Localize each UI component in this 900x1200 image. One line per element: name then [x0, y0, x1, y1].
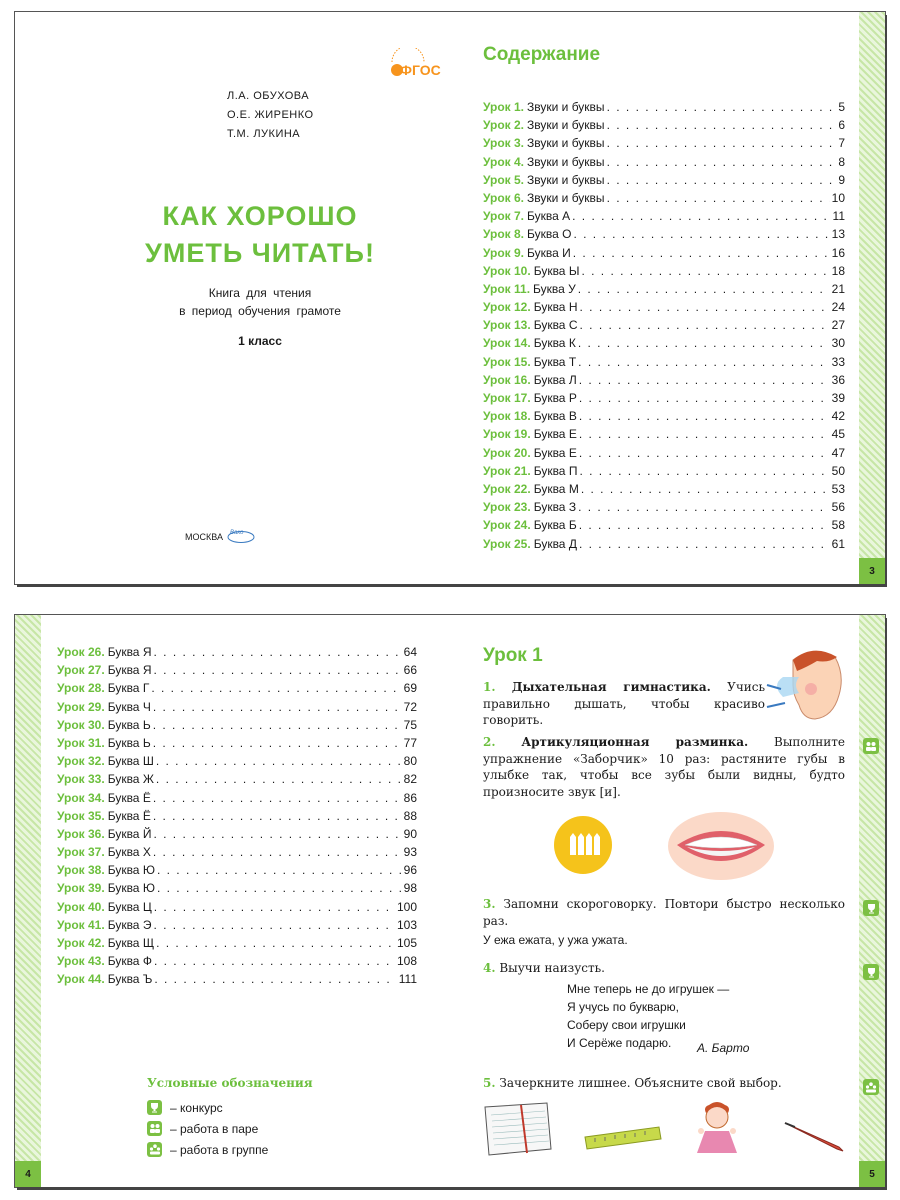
toc-leader-dots — [151, 679, 401, 697]
toc-lesson-label: Урок 11. — [483, 281, 531, 296]
toc-entry-title: Буква Ё — [107, 790, 151, 805]
toc-leader-dots — [153, 698, 402, 716]
toc-entry-title: Буква Б — [533, 518, 577, 533]
toc-entry — [57, 970, 417, 988]
notebook-illustration — [481, 1101, 553, 1157]
toc-entry-title: Буква У — [533, 281, 576, 296]
toc-entry — [483, 207, 845, 225]
subtitle-line-1: Книга для чтения — [208, 286, 312, 300]
toc-leader-dots — [156, 770, 402, 788]
toc-entry — [483, 425, 845, 443]
toc-entry — [57, 698, 417, 716]
book-title-line-1: КАК ХОРОШО — [162, 201, 358, 231]
toc-leader-dots — [579, 298, 829, 316]
toc-leader-dots — [154, 952, 395, 970]
exercise-1-text: Учись правильно дышать, чтобы красиво говорить. — [483, 680, 765, 727]
toc-lesson-label: Урок 32. — [57, 754, 105, 769]
toc-entry — [57, 934, 417, 952]
toc-entry-title: Звуки и буквы — [527, 172, 605, 187]
toc-page-number: 6 — [838, 118, 845, 133]
toc-page-number: 39 — [831, 391, 845, 405]
toc-leader-dots — [579, 535, 830, 553]
toc-page-number: 50 — [831, 463, 845, 478]
toc-entry-title: Буква С — [533, 318, 578, 333]
toc-entry — [483, 171, 845, 189]
toc-lesson-label: Урок 17. — [483, 391, 531, 405]
toc-lesson-label: Урок 27. — [57, 663, 105, 678]
toc-entry — [57, 643, 417, 661]
toc-lesson-label: Урок 23. — [483, 500, 531, 515]
toc-leader-dots — [153, 843, 402, 861]
poem-author: А. Барто — [697, 1041, 750, 1055]
toc-entry-title: Буква Ж — [107, 772, 154, 787]
toc-lesson-label: Урок 43. — [57, 954, 105, 969]
group-work-icon — [863, 1079, 879, 1095]
toc-entry — [57, 679, 417, 697]
exercise-2-number: 2. — [483, 735, 496, 749]
toc-leader-dots — [579, 462, 829, 480]
toc-entry-title: Буква Д — [533, 536, 577, 551]
toc-lesson-label: Урок 22. — [483, 481, 531, 496]
trophy-icon — [147, 1100, 162, 1115]
toc-page-number: 45 — [831, 427, 845, 442]
toc-page-number: 5 — [838, 100, 845, 114]
toc-entry-title: Буква Ц — [107, 899, 152, 914]
toc-lesson-label: Урок 36. — [57, 826, 105, 841]
exercise-3-text: Запомни скороговорку. Повтори быстро несколько раз. — [483, 897, 845, 928]
author-2: О.Е. ЖИРЕНКО — [227, 109, 314, 121]
toc-page-number: 30 — [831, 336, 845, 351]
toc-page-number: 69 — [403, 681, 417, 696]
toc-entry — [483, 280, 845, 298]
toc-page-number: 8 — [838, 154, 845, 169]
toc-leader-dots — [153, 716, 402, 734]
toc-page-number: 88 — [403, 808, 417, 823]
exercise-1-number: 1. — [483, 680, 496, 694]
toc-leader-dots — [157, 879, 402, 897]
toc-entry — [57, 843, 417, 861]
toc-leader-dots — [572, 207, 830, 225]
toc-leader-dots — [579, 389, 830, 407]
toc-leader-dots — [607, 189, 830, 207]
toc-entry — [483, 334, 845, 352]
exercise-5-number: 5. — [483, 1076, 496, 1090]
toc-entry-title: Буква Ь — [107, 717, 151, 732]
smiling-mouth-illustration — [667, 811, 775, 881]
authors — [227, 87, 314, 144]
right-page-stripe — [859, 12, 885, 584]
toc-entry — [483, 316, 845, 334]
legend-text-group: – работа в группе — [170, 1142, 269, 1157]
toc-page-number: 66 — [403, 663, 417, 678]
toc-page-number: 96 — [403, 863, 417, 878]
toc-lesson-label: Урок 12. — [483, 300, 531, 315]
toc-leader-dots — [581, 480, 830, 498]
author-1: Л.А. ОБУХОВА — [227, 90, 310, 102]
exercise-4-text: Выучи наизусть. — [499, 961, 605, 975]
toc-leader-dots — [578, 353, 829, 371]
toc-entry — [57, 861, 417, 879]
toc-lesson-label: Урок 10. — [483, 263, 531, 278]
toc-entry-title: Буква Ё — [107, 808, 151, 823]
toc-entry-title: Буква Й — [107, 826, 152, 841]
toc-leader-dots — [153, 661, 401, 679]
toc-entry-title: Буква Е — [533, 445, 577, 460]
toc-entry — [57, 770, 417, 788]
toc-page-number: 21 — [831, 281, 845, 296]
toc-page-number: 24 — [831, 300, 845, 315]
toc-leader-dots — [579, 425, 830, 443]
legend-text-pair: – работа в паре — [170, 1121, 259, 1136]
toc-entry-title: Звуки и буквы — [527, 136, 605, 151]
book-subtitle — [85, 284, 435, 320]
toc-page-number: 53 — [831, 481, 845, 496]
toc-page-number: 111 — [398, 972, 417, 987]
toc-lesson-label: Урок 34. — [57, 790, 105, 805]
legend-item-pair — [147, 1118, 276, 1139]
toc-lesson-label: Урок 38. — [57, 863, 105, 878]
toc-lesson-label: Урок 21. — [483, 463, 531, 478]
toc-entry — [483, 244, 845, 262]
exercise-2 — [483, 734, 845, 800]
city: МОСКВА — [185, 532, 223, 542]
toc-lesson-label: Урок 19. — [483, 427, 531, 442]
pen-illustration — [781, 1117, 847, 1153]
toc-leader-dots — [607, 98, 837, 116]
book-title-line-2: УМЕТЬ ЧИТАТЬ! — [145, 238, 375, 268]
toc-leader-dots — [573, 244, 830, 262]
toc-page-number: 58 — [831, 518, 845, 533]
toc-lesson-label: Урок 6. — [483, 190, 525, 205]
toc-leader-dots — [573, 225, 829, 243]
poem-line-2: Я учусь по букварю, — [567, 1000, 679, 1014]
toc-page-number: 75 — [403, 717, 417, 732]
toc-leader-dots — [579, 407, 830, 425]
page-number-3: 3 — [859, 558, 885, 584]
toc-entry — [57, 952, 417, 970]
tongue-twister: У ежа ежата, у ужа ужата. — [483, 933, 628, 947]
toc-lesson-label: Урок 5. — [483, 172, 525, 187]
toc-entry — [483, 389, 845, 407]
exercise-2-heading: Артикуляционная разминка. — [521, 735, 749, 749]
toc-lesson-label: Урок 39. — [57, 881, 105, 896]
toc-leader-dots — [153, 916, 395, 934]
toc-entry — [57, 916, 417, 934]
doll-illustration — [687, 1101, 749, 1159]
exercise-4 — [483, 960, 845, 977]
toc-lesson-label: Урок 16. — [483, 372, 531, 387]
legend-title: Условные обозначения — [147, 1076, 313, 1090]
toc-leader-dots — [157, 861, 402, 879]
toc-entry-title: Буква Л — [533, 372, 577, 387]
poem-line-3: Соберу свои игрушки — [567, 1018, 686, 1032]
trophy-icon — [863, 964, 879, 980]
page-number-4: 4 — [15, 1161, 41, 1187]
book-title — [85, 198, 435, 272]
toc-page-number: 80 — [403, 754, 417, 769]
toc-leader-dots — [607, 134, 837, 152]
legend-item-contest — [147, 1097, 276, 1118]
toc-entry-title: Буква А — [527, 209, 571, 224]
toc-entry — [483, 353, 845, 371]
exercise-1 — [483, 679, 765, 729]
fgos-logo-text: ФГОС — [400, 62, 441, 78]
poem-line-4: И Серёже подарю. — [567, 1036, 672, 1050]
toc-lesson-label: Урок 37. — [57, 845, 105, 860]
toc-leader-dots — [579, 444, 830, 462]
toc-entry-title: Буква О — [527, 227, 572, 242]
vako-logo-text: Вако — [230, 530, 244, 536]
toc-leader-dots — [578, 334, 830, 352]
toc-page-number: 72 — [403, 699, 417, 714]
toc-entry — [483, 298, 845, 316]
toc-page-number: 16 — [831, 245, 845, 260]
toc-entry-title: Буква Я — [107, 663, 152, 678]
toc-entry-title: Буква Ш — [107, 754, 154, 769]
toc-leader-dots — [607, 153, 837, 171]
toc-leader-dots — [154, 898, 395, 916]
toc-lesson-label: Урок 18. — [483, 409, 531, 424]
toc-page-number: 42 — [831, 409, 845, 424]
toc-page-number: 103 — [396, 917, 417, 932]
toc-entry-title: Буква Х — [107, 845, 151, 860]
toc-page-number: 10 — [831, 190, 845, 205]
toc-lesson-label: Урок 1. — [483, 100, 525, 114]
toc-lesson-label: Урок 3. — [483, 136, 525, 151]
toc-entry-title: Буква Г — [107, 681, 150, 696]
toc-entry-title: Буква К — [533, 336, 576, 351]
grade-label: 1 класс — [238, 334, 282, 348]
legend — [147, 1097, 276, 1160]
toc-page-number: 90 — [403, 826, 417, 841]
pair-work-icon — [863, 738, 879, 754]
exercise-5 — [483, 1075, 845, 1092]
toc-entry-title: Буква Ч — [107, 699, 151, 714]
toc-heading: Содержание — [483, 44, 601, 65]
toc-entry-title: Буква П — [533, 463, 578, 478]
group-work-icon — [147, 1142, 162, 1157]
toc-page-number: 93 — [403, 845, 417, 860]
toc-lesson-label: Урок 42. — [57, 936, 105, 950]
toc-entry-title: Буква Э — [107, 917, 152, 932]
publisher — [185, 530, 255, 544]
toc-entry-title: Буква Ъ — [107, 972, 153, 987]
toc-entry — [57, 752, 417, 770]
toc-entry — [483, 98, 845, 116]
toc-entry — [483, 516, 845, 534]
toc-leader-dots — [578, 498, 830, 516]
toc-page-number: 36 — [831, 372, 845, 387]
toc-entry-title: Буква Щ — [107, 936, 155, 950]
toc-entry — [57, 825, 417, 843]
exercise-3-number: 3. — [483, 897, 496, 911]
toc-entry — [483, 535, 845, 553]
toc-entry-title: Звуки и буквы — [527, 154, 605, 169]
toc-list-page-4 — [57, 643, 417, 989]
toc-page-number: 61 — [831, 536, 845, 551]
toc-page-number: 27 — [831, 318, 845, 333]
subtitle-line-2: в период обучения грамоте — [179, 304, 341, 318]
toc-page-number: 86 — [403, 790, 417, 805]
toc-entry-title: Буква Ы — [533, 263, 580, 278]
toc-page-number: 7 — [838, 136, 845, 151]
toc-leader-dots — [579, 316, 829, 334]
exercise-3 — [483, 896, 845, 929]
toc-entry — [57, 661, 417, 679]
toc-lesson-label: Урок 7. — [483, 209, 525, 224]
toc-entry — [483, 189, 845, 207]
toc-entry-title: Буква Ф — [107, 954, 152, 969]
toc-leader-dots — [153, 807, 402, 825]
ruler-illustration — [583, 1125, 663, 1151]
toc-page-number: 47 — [831, 445, 845, 460]
toc-leader-dots — [607, 171, 837, 189]
toc-entry-title: Буква В — [533, 409, 577, 424]
toc-entry — [483, 462, 845, 480]
title-and-contents-spread — [15, 12, 885, 584]
toc-leader-dots — [156, 934, 395, 952]
toc-entry-title: Звуки и буквы — [527, 100, 605, 114]
toc-lesson-label: Урок 25. — [483, 536, 531, 551]
toc-lesson-label: Урок 33. — [57, 772, 105, 787]
toc-lesson-label: Урок 28. — [57, 681, 105, 696]
toc-page-number: 18 — [831, 263, 845, 278]
toc-lesson-label: Урок 20. — [483, 445, 531, 460]
poem-line-1: Мне теперь не до игрушек — — [567, 982, 730, 996]
toc-entry-title: Буква Я — [107, 645, 152, 659]
toc-lesson-label: Урок 4. — [483, 154, 525, 169]
toc-lesson-label: Урок 2. — [483, 118, 525, 133]
exercise-1-heading: Дыхательная гимнастика. — [511, 680, 711, 694]
toc-entry — [483, 134, 845, 152]
toc-page-number: 56 — [831, 500, 845, 515]
toc-entry — [483, 498, 845, 516]
lesson-title: Урок 1 — [483, 645, 543, 666]
toc-entry — [57, 879, 417, 897]
legend-item-group — [147, 1139, 276, 1160]
toc-entry-title: Буква М — [533, 481, 579, 496]
toc-leader-dots — [581, 262, 829, 280]
toc-entry-title: Буква Ь — [107, 735, 151, 750]
toc-lesson-label: Урок 24. — [483, 518, 531, 533]
toc-entry — [483, 116, 845, 134]
toc-lesson-label: Урок 26. — [57, 645, 105, 659]
toc-leader-dots — [153, 734, 402, 752]
toc-lesson-label: Урок 41. — [57, 917, 105, 932]
toc-entry — [57, 734, 417, 752]
page-number-5: 5 — [859, 1161, 885, 1187]
toc-list-page-3 — [483, 98, 845, 553]
contents-and-lesson-spread — [15, 615, 885, 1187]
toc-lesson-label: Урок 35. — [57, 808, 105, 823]
toc-lesson-label: Урок 29. — [57, 699, 105, 714]
author-3: Т.М. ЛУКИНА — [227, 128, 301, 140]
toc-entry-title: Буква Ю — [107, 863, 155, 878]
toc-entry — [57, 789, 417, 807]
exercise-5-text: Зачеркните лишнее. Объясните свой выбор. — [499, 1076, 782, 1090]
toc-lesson-label: Урок 13. — [483, 318, 531, 333]
toc-entry-title: Буква Е — [533, 427, 577, 442]
toc-entry-title: Буква Т — [533, 354, 577, 369]
toc-page-number: 98 — [403, 881, 417, 896]
toc-lesson-label: Урок 15. — [483, 354, 531, 369]
toc-leader-dots — [153, 825, 401, 843]
toc-page-number: 77 — [403, 735, 417, 750]
toc-lesson-label: Урок 14. — [483, 336, 531, 351]
toc-entry — [483, 371, 845, 389]
toc-page-number: 64 — [403, 645, 417, 659]
toc-page-number: 11 — [832, 209, 845, 224]
toc-leader-dots — [579, 371, 830, 389]
toc-leader-dots — [579, 516, 830, 534]
toc-entry — [483, 480, 845, 498]
toc-entry-title: Буква И — [527, 245, 571, 260]
toc-entry — [57, 716, 417, 734]
toc-entry-title: Буква Н — [533, 300, 578, 315]
toc-entry — [483, 407, 845, 425]
toc-entry-title: Звуки и буквы — [527, 190, 605, 205]
toc-leader-dots — [607, 116, 837, 134]
toc-lesson-label: Урок 8. — [483, 227, 525, 242]
toc-entry-title: Буква Ю — [107, 881, 155, 896]
toc-entry — [483, 262, 845, 280]
toc-entry — [57, 807, 417, 825]
toc-entry-title: Звуки и буквы — [527, 118, 605, 133]
toc-page-number: 33 — [831, 354, 845, 369]
toc-page-number: 82 — [403, 772, 417, 787]
toc-entry — [483, 444, 845, 462]
fence-exercise-icon — [553, 815, 613, 875]
toc-leader-dots — [153, 643, 401, 661]
toc-entry-title: Буква Р — [533, 391, 577, 405]
toc-page-number: 13 — [831, 227, 845, 242]
toc-entry-title: Буква З — [533, 500, 577, 515]
toc-lesson-label: Урок 9. — [483, 245, 525, 260]
toc-lesson-label: Урок 31. — [57, 735, 105, 750]
toc-entry — [57, 898, 417, 916]
exercise-4-number: 4. — [483, 961, 496, 975]
left-page-stripe — [15, 615, 41, 1187]
toc-leader-dots — [154, 970, 396, 988]
toc-lesson-label: Урок 44. — [57, 972, 105, 987]
toc-page-number: 108 — [396, 954, 417, 969]
toc-lesson-label: Урок 40. — [57, 899, 105, 914]
toc-page-number: 105 — [396, 936, 417, 950]
toc-leader-dots — [153, 789, 402, 807]
toc-lesson-label: Урок 30. — [57, 717, 105, 732]
toc-leader-dots — [578, 280, 830, 298]
toc-entry — [483, 225, 845, 243]
toc-entry — [483, 153, 845, 171]
exercise-2-text: Выполните упражнение «Заборчик» 10 раз: растяните губы в улыбке так, чтобы все зубы были видны, будто произносите звук [и]. — [483, 735, 845, 799]
legend-text-contest: – конкурс — [170, 1100, 223, 1115]
pair-work-icon — [147, 1121, 162, 1136]
trophy-icon — [863, 900, 879, 916]
toc-page-number: 100 — [396, 899, 417, 914]
toc-page-number: 9 — [838, 172, 845, 187]
toc-leader-dots — [156, 752, 402, 770]
breathing-boy-illustration — [763, 645, 847, 725]
